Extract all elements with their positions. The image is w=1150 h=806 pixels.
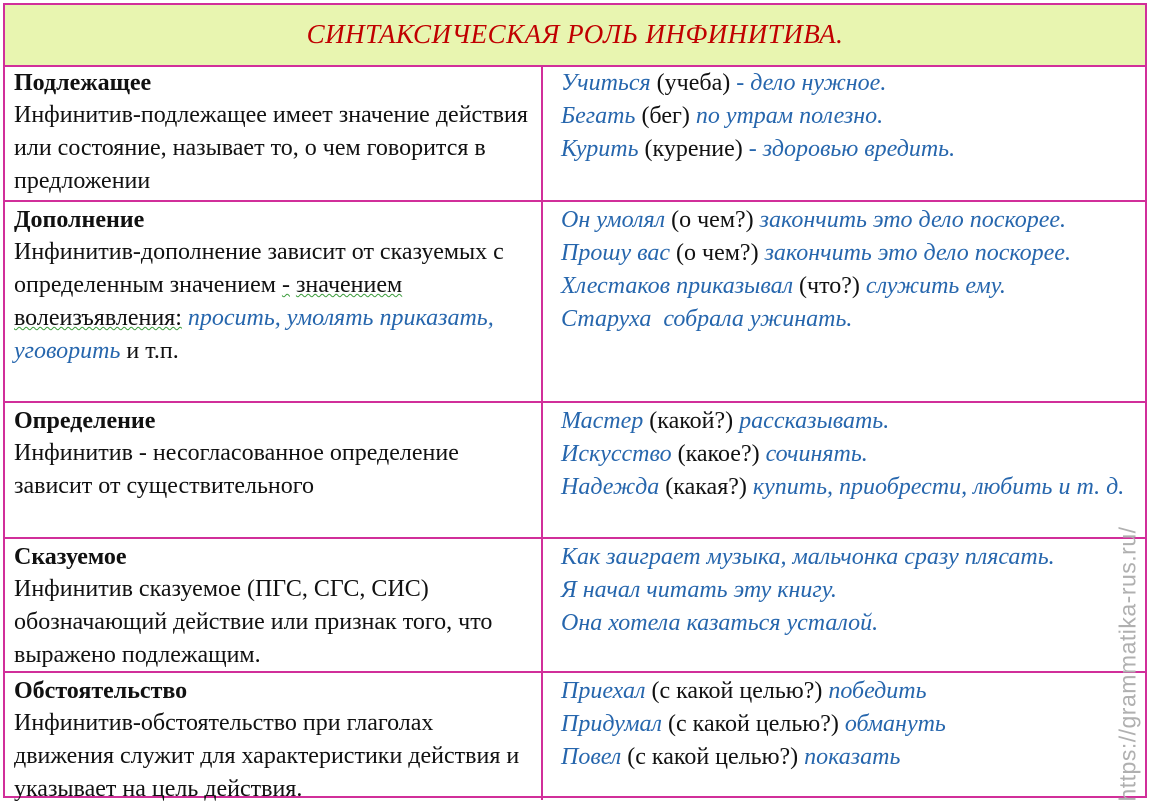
example-question: (какое?) [677,441,760,467]
term-description: Инфинитив-подлежащее имеет значение действия или состояние, называет то, о чем говорится в предложении [14,102,528,194]
description-text: значением волеизъявления: [14,272,403,331]
example-question: (какая?) [665,474,747,500]
examples-cell [543,202,1143,401]
watermark-text: https://grammatika-rus.ru/ [1114,525,1141,802]
example-infinitive: Курить [561,136,639,162]
term-cell [5,539,543,671]
example-line [561,405,1135,438]
example-verb: Хлестаков приказывал [561,273,794,299]
page-title: СИНТАКСИЧЕСКАЯ РОЛЬ ИНФИНИТИВА. [306,19,844,49]
example-question: (с какой целью?) [668,711,839,737]
example-line [561,237,1135,270]
example-noun: Мастер [561,408,644,434]
example-infinitive: закончить это дело поскорее. [764,240,1071,266]
example-infinitive: победить [828,678,927,704]
example-sentence: Я начал читать эту книгу. [561,577,837,603]
example-infinitive: сочинять. [765,441,868,467]
example-verb: Придумал [561,711,662,737]
example-question: (курение) [644,136,743,162]
example-line [561,471,1135,504]
example-sentence: Старуха собрала ужинать. [561,306,853,332]
examples-cell [543,65,1143,200]
example-question: (бег) [641,103,690,129]
example-question: (о чем?) [676,240,759,266]
term-description: Инфинитив-обстоятельство при глаголах движения служит для характеристики действия и указывает на цель действия. [14,710,520,802]
infinitive-table [3,3,1147,802]
example-rest: по утрам полезно. [695,103,884,129]
term-label: Определение [14,408,156,434]
term-description: Инфинитив сказуемое (ПГС, СГС, СИС) обозначающий действие или признак того, что выражено подлежащим. [14,576,493,668]
example-infinitive: обмануть [844,711,946,737]
example-infinitive: закончить это дело поскорее. [759,207,1067,233]
example-verb: Повел [561,744,622,770]
example-sentence: Она хотела казаться усталой. [561,610,879,636]
description-dash: - [281,272,290,298]
description-text: Инфинитив-дополнение зависит от сказуемых с определенным значением [14,239,504,298]
table-row-adverbial [5,671,1145,800]
term-label: Обстоятельство [14,678,188,704]
example-line [561,741,1135,774]
description-verbs: просить, умолять приказать, уговорить [14,305,494,364]
example-infinitive: показать [804,744,901,770]
example-infinitive: Бегать [561,103,636,129]
example-rest: - дело нужное. [736,70,887,96]
example-verb: Прошу вас [561,240,671,266]
example-line [561,303,1135,336]
term-cell [5,65,543,200]
term-description: Инфинитив - несогласованное определение зависит от существительного [14,440,459,499]
example-noun: Надежда [561,474,660,500]
term-cell [5,673,543,800]
examples-cell [543,539,1143,671]
example-line [561,67,1135,100]
example-question: (что?) [799,273,860,299]
table-row-object [5,200,1145,401]
example-noun: Искусство [561,441,672,467]
example-infinitive: служить ему. [865,273,1006,299]
example-line [561,204,1135,237]
example-question: (с какой целью?) [627,744,799,770]
example-question: (учеба) [656,70,731,96]
example-question: (какой?) [649,408,734,434]
example-question: (с какой целью?) [651,678,823,704]
term-label: Дополнение [14,207,145,233]
example-line [561,100,1135,133]
examples-cell [543,673,1143,800]
term-description [14,236,533,368]
term-cell [5,403,543,537]
title-row [5,5,1145,67]
example-rest: - здоровью вредить. [748,136,956,162]
term-label: Сказуемое [14,544,127,570]
example-sentence: Как заиграет музыка, мальчонка сразу плясать. [561,544,1055,570]
example-line [561,708,1135,741]
example-line [561,675,1135,708]
table-row-attribute [5,401,1145,537]
watermark [1106,525,1150,802]
term-label: Подлежащее [14,70,152,96]
example-verb: Приехал [561,678,646,704]
table-row-predicate [5,537,1145,671]
example-infinitive: рассказывать. [739,408,890,434]
example-line [561,133,1135,166]
example-infinitive: Учиться [561,70,651,96]
example-verb: Он умолял [561,207,666,233]
example-line [561,438,1135,471]
description-tail: и т.п. [126,338,179,364]
example-infinitive: купить, приобрести, любить и т. д. [752,474,1125,500]
table-row-subject [5,65,1145,200]
examples-cell [543,403,1143,537]
example-question: (о чем?) [671,207,754,233]
term-cell [5,202,543,401]
example-line [561,270,1135,303]
